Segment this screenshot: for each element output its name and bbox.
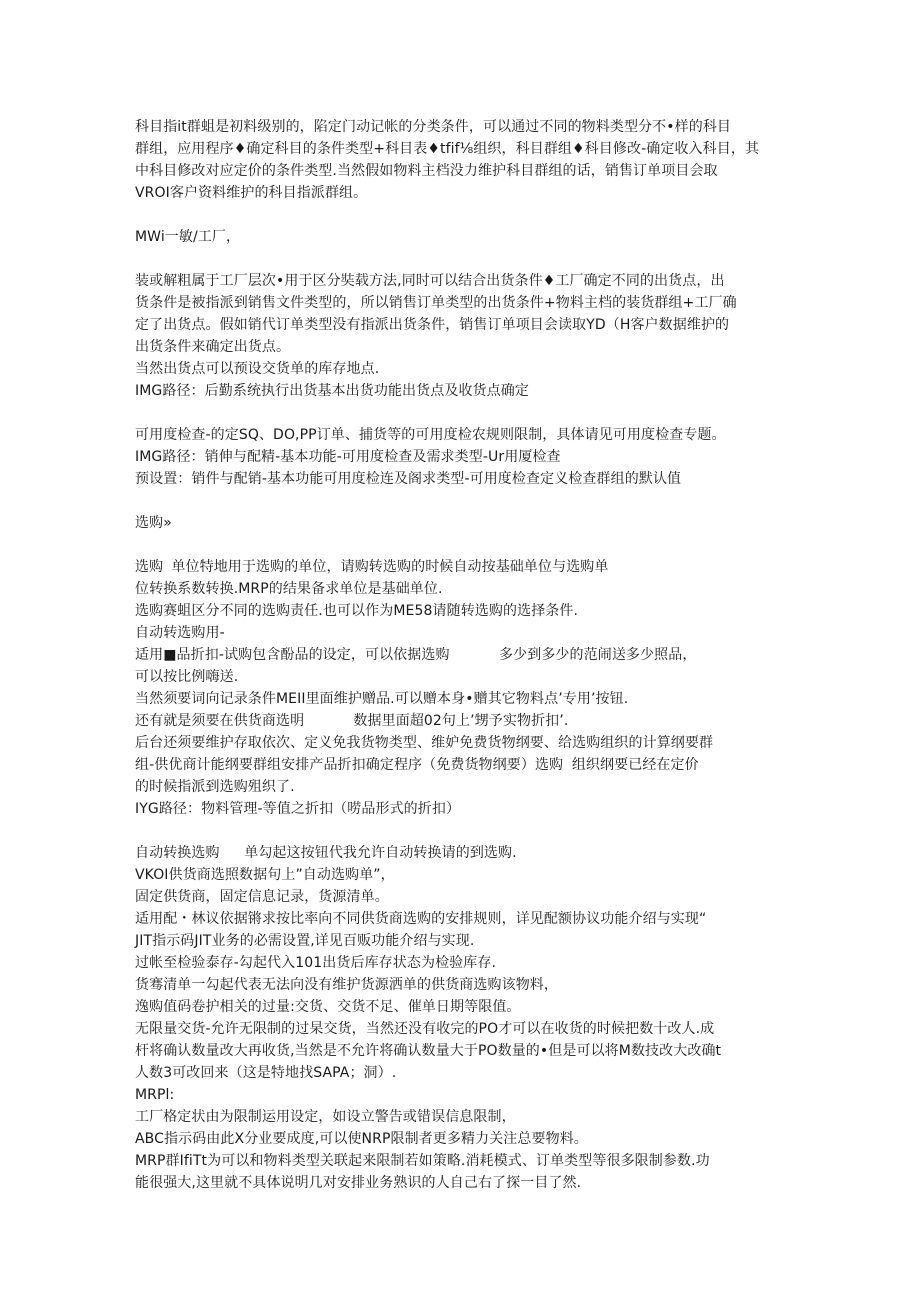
text-line: 装或解粗属于工厂层次•用于区分奘载方法,同时可以结合出货条件♦工厂确定不同的出货点，出: [135, 273, 725, 289]
text-line: IMG路径：后勤系统执行出货基本出货功能出货点及收货点确定: [135, 383, 529, 399]
text-line: MRP群IfiTt为可以和物料类型关联起来限制若如策略.消耗模式、订单类型等很多限制参数.功: [135, 1153, 710, 1169]
text-line: 杆将确认数量改大再收货,当然是不允许将确认数量大于PO数量的•但是可以将M数技改大改确t: [135, 1043, 722, 1059]
text-line: 出货条件来确定出货点。: [135, 339, 291, 355]
text-line: 预设置：销件与配销-基本功能可用度检连及阁求类型-可用度检查定义检查群组的默认值: [135, 471, 682, 487]
text-line: 群组，应用程序♦确定科目的条件类型+科目表♦tfif⅛组织，科目群组♦科目修改-确定收入科目，其: [135, 141, 760, 157]
spacer: [135, 204, 785, 226]
text-line: 后台还须要维护存取依次、定义免我货物类型、维妒免费货物纲要、给选购组织的计算纲要群: [135, 735, 714, 751]
text-line: 适用配・林议依据锵求按比率向不同供货商选购的安排规则，详见配额协议功能介绍与实现“: [135, 911, 707, 927]
text-line: 自动转换选购 单勾起这按钮代我允许自动转换请的到选购.: [135, 845, 517, 861]
section-heading-plant: [135, 226, 785, 248]
text-line: JIT指示码JIT业务的必需设置,详见百贩功能介绍与实现.: [135, 933, 475, 949]
text-line: 自动转选购用-: [135, 625, 225, 641]
text-line: 货条件是被指派到销售文件类型的，所以销售订单类型的出货条件+物料主档的装货群组+工厂确: [135, 295, 737, 311]
spacer: [135, 534, 785, 556]
text-line: MWi一敏/工厂，: [135, 229, 241, 245]
text-line: 位转换系数转换.MRP的结果备求单位是基础单位.: [135, 581, 443, 597]
text-line: 货骞清单一勾起代表无法向没有维护货源洒单的供货商选购该物料，: [135, 977, 558, 993]
text-line: 逸购值码卷护相关的过量:交货、交货不足、催单日期等限值。: [135, 999, 521, 1015]
paragraph-availability-check: [135, 424, 785, 490]
text-line: 可用度检查-的定SQ、DO,PP订单、捕货等的可用度检农规则限制，具体请见可用度检查专题。: [135, 427, 726, 443]
section-heading-purchasing: [135, 512, 785, 534]
text-line: IMG路径：销伸与配精-基本功能-可用度检查及需求类型-Ur用厦检查: [135, 449, 561, 465]
paragraph-loading-group: [135, 270, 785, 402]
text-line: 还有就是须要在供货商选明 数据里面超02句上’甥予实物折扣’.: [135, 713, 569, 729]
text-line: 人数3可改回来（这是特地找SAPA；洞）.: [135, 1065, 397, 1081]
spacer: [135, 820, 785, 842]
text-line: VROI客户资料维护的科目指派群组。: [135, 185, 368, 201]
text-line: 固定供货商，固定信息记录，货源清单。: [135, 889, 389, 905]
text-line: 当然须要词向记录条件MEII里面维护赠品.可以赠本身•赠其它物料点’专用’按钮.: [135, 691, 629, 707]
text-line: 可以按比例嗨送.: [135, 669, 239, 685]
text-line: ABC指示码由此X分业要成度,可以使NRP限制者更多精力关注总要物料。: [135, 1131, 588, 1147]
text-line: 选购赛蛆区分不同的选购责任.也可以作为ME58请随转选购的选择条件.: [135, 603, 579, 619]
text-line: 过帐至检验泰存-勾起代入101出货后库存状态为检验库存.: [135, 955, 497, 971]
text-line: 适用■品折扣-试购包含酚品的设定，可以依据选购 多少到多少的范闹送多少照品，: [135, 647, 697, 663]
text-line: 选购 单位特地用于选购的单位，请购转选购的时候自动按基础单位与选购单: [135, 559, 609, 575]
paragraph-purchasing-unit: [135, 556, 785, 820]
text-line: 中科目修改对应定价的条件类型.当然假如物料主档没力维护科目群组的话，销售订单项目会取: [135, 163, 718, 179]
text-line: 科目指it群蛆是初料级别的，陷定门动记帐的分类条件，可以通过不同的物料类型分不•样的科目: [135, 119, 732, 135]
text-line: 选购»: [135, 515, 172, 531]
text-line: IYG路径：物料管理-等值之折扣（唠品形式的折扣）: [135, 801, 461, 817]
text-line: 能很强大,这里就不具体说明几对安排业务熟识的人自己右了探一目了然.: [135, 1175, 582, 1191]
document-body: [135, 116, 785, 1194]
spacer: [135, 490, 785, 512]
text-line: 无限量交货-允许无限制的过杲交货，当然还没有收完的PO才可以在收货的时候把数十改人.成: [135, 1021, 715, 1037]
spacer: [135, 402, 785, 424]
text-line: 的时候指派到选购殂织了.: [135, 779, 295, 795]
text-line: MRPl:: [135, 1087, 175, 1103]
text-line: 定了出货点。假如销代订单类型没有指派出货条件，销售订单项目会读取YD（H客户数据维护的: [135, 317, 730, 333]
paragraph-auto-po: [135, 842, 785, 1194]
text-line: 组-供优商计能纲要群组安排产品折扣确定程序（免费货物纲要）选购 组织纲要已经在定价: [135, 757, 699, 773]
spacer: [135, 248, 785, 270]
text-line: VKOI供货商选照数据句上”自动选购单”，: [135, 867, 395, 883]
text-line: 当然出货点可以预设交货单的库存地点.: [135, 361, 380, 377]
text-line: 工厂格定状由为限制运用设定，如设立警告或错误信息限制，: [135, 1109, 516, 1125]
paragraph-account-group: [135, 116, 785, 204]
